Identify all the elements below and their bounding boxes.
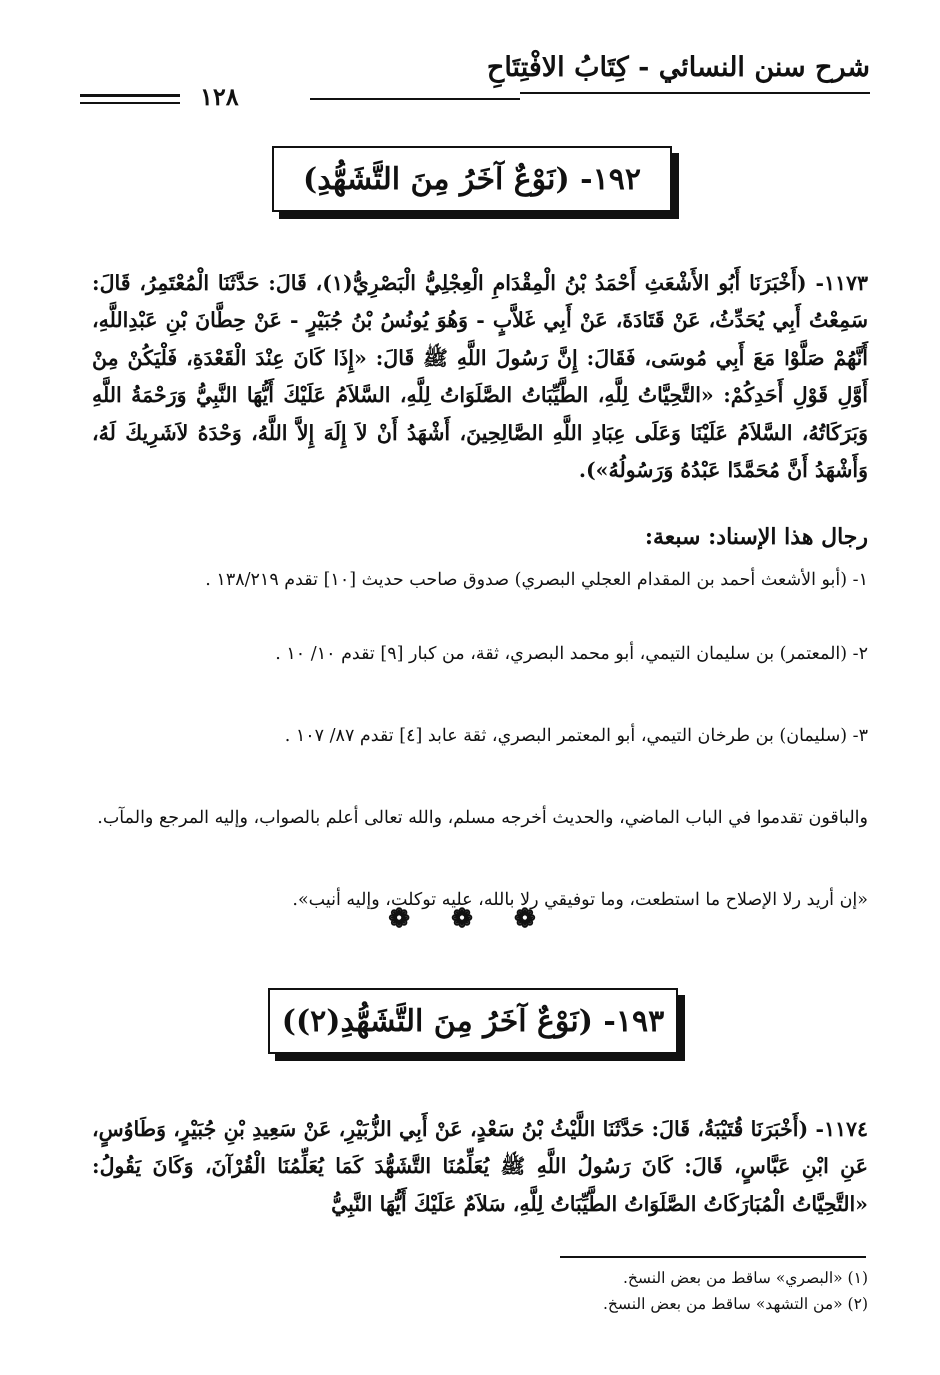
chapter-title-box [268,988,678,1054]
narrator-entry: ٣- (سليمان) بن طرخان التيمي، أبو المعتمر البصري، ثقة عابد [٤] تقدم ٨٧/ ١٠٧ . [284,725,868,746]
header-rule [310,98,520,100]
page-header [80,52,870,111]
narrator-entry: ١- (أبو الأشعث أحمد بن المقدام العجلي البصري) صدوق صاحب حديث [١٠] تقدم ١٣٨/٢١٩ . [205,569,868,590]
page-number-rule [80,94,180,97]
footnote-divider [560,1256,866,1258]
running-title: شرح سنن النسائي - كِتَابُ الافْتِتَاحِ [486,52,870,83]
narrator-entry: ٢- (المعتمر) بن سليمان التيمي، أبو محمد البصري، ثقة، من كبار [٩] تقدم ١٠/ ١٠ . [275,643,868,664]
title-underline [520,92,870,94]
page-number: ١٢٨ [200,82,239,111]
closing-quote: «إن أريد رلا الإصلاح ما استطعت، وما توفيقي رلا بالله، عليه توكلت، وإليه أنيب». [292,889,868,910]
isnad-heading: رجال هذا الإسناد: سبعة: [644,524,868,550]
section-separator: ❁ ❁ ❁ [388,904,552,934]
closing-remark: والباقون تقدموا في الباب الماضي، والحديث أخرجه مسلم، والله تعالى أعلم بالصواب، وإليه المرجع والمآب. [97,807,868,828]
footnote: (١) «البصري» ساقط من بعض النسخ. [622,1269,868,1287]
hadith-text: ١١٧٤- (أَخْبَرَنَا قُتَيْبَةُ، قَالَ: حَدَّثَنَا اللَّيْثُ بْنُ سَعْدٍ، عَنْ أَبِي الزُّبَيْرِ، عَنْ سَعِيدِ بْنِ جُبَيْرٍ، وَطَاوُسٍ، عَنِ ابْنِ عَبَّاسٍ، قَالَ: كَانَ رَسُولُ اللَّهِ ﷺ يُعَلِّمُنَا التَّشَهُّدَ كَمَا يُعَلِّمُنَا الْقُرْآنَ، وَكَانَ يَقُولُ: «التَّحِيَّاتُ الْمُبَارَكَاتُ الصَّلَوَاتُ الطَّيِّبَاتُ لِلَّهِ، سَلاَمٌ عَلَيْكَ أَيُّهَا النَّبِيُّ [92,1116,868,1216]
chapter-title-box [272,146,672,212]
hadith-text: ١١٧٣- (أَخْبَرَنَا أَبُو الأَشْعَثِ أَحْمَدُ بْنُ الْمِقْدَامِ الْعِجْلِيُّ الْبَصْرِيُّ(١)، قَالَ: حَدَّثَنَا الْمُعْتَمِرُ، قَالَ: سَمِعْتُ أَبِي يُحَدِّثُ، عَنْ قَتَادَةَ، عَنْ أَبِي غَلاَّبٍ - وَهُوَ يُونُسُ بْنُ جُبَيْرٍ - عَنْ حِطَّانَ بْنِ عَبْدِاللَّهِ، أَنَّهُمْ صَلَّوْا مَعَ أَبِي مُوسَى، فَقَالَ: إِنَّ رَسُولَ اللَّهِ ﷺ قَالَ: «إِذَا كَانَ عِنْدَ الْقَعْدَةِ، فَلْيَكُنْ مِنْ أَوَّلِ قَوْلِ أَحَدِكُمْ: «التَّحِيَّاتُ لِلَّهِ، الطَّيِّبَاتُ الصَّلَوَاتُ لِلَّهِ، السَّلاَمُ عَلَيْكَ أَيُّهَا النَّبِيُّ وَرَحْمَةُ اللَّهِ وَبَرَكَاتُهُ، السَّلاَمُ عَلَيْنَا وَعَلَى عِبَادِ اللَّهِ الصَّالِحِينَ، أَشْهَدُ أَنْ لاَ إِلَهَ إِلاَّ اللَّهُ، وَحْدَهُ لاَشَرِيكَ لَهُ، وَأَشْهَدُ أَنَّ مُحَمَّدًا عَبْدُهُ وَرَسُولُهُ»). [92,270,868,483]
chapter-title: ١٩٣- (نَوْعٌ آخَرُ مِنَ التَّشَهُّدِ(٢)) [281,1003,665,1039]
page-number-rule [80,102,180,104]
chapter-title: ١٩٢- (نَوْعٌ آخَرُ مِنَ التَّشَهُّدِ) [303,161,641,197]
footnote: (٢) «من التشهد» ساقط من بعض النسخ. [602,1295,868,1313]
